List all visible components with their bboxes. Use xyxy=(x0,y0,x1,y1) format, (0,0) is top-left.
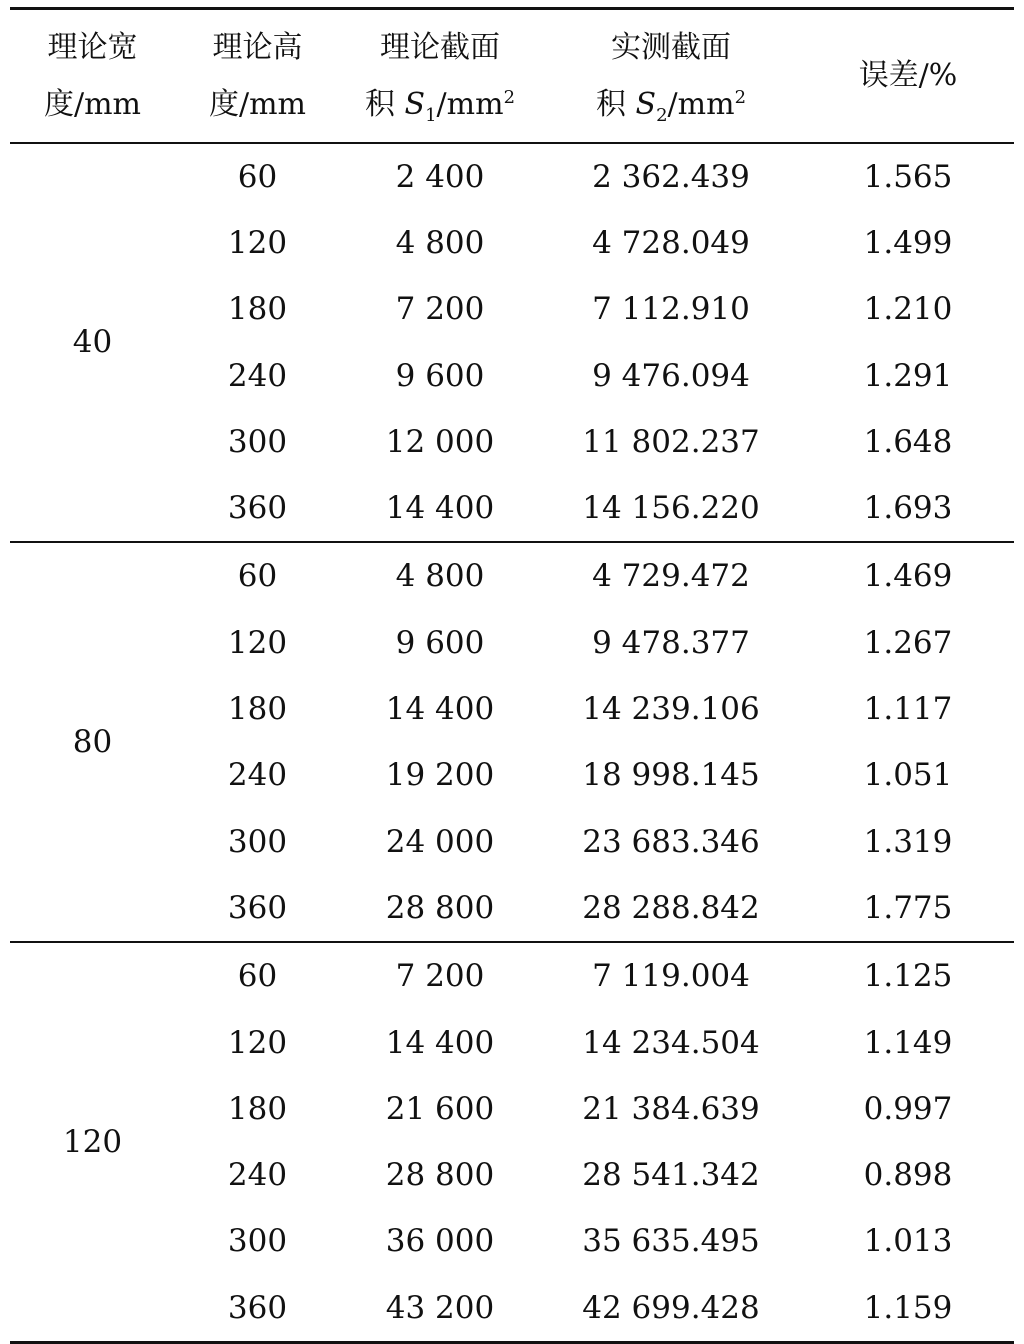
cell-width: 40 xyxy=(72,324,113,361)
row-group xyxy=(10,942,1014,1342)
cell-height: 60 xyxy=(237,558,278,595)
cell-width: 80 xyxy=(72,724,113,761)
cell-height: 120 xyxy=(227,224,288,261)
cell-height: 240 xyxy=(227,1157,288,1194)
cell-height: 180 xyxy=(227,691,288,728)
cell-height: 300 xyxy=(227,1223,288,1260)
cell-measured-area: 9 478.377 xyxy=(592,624,750,661)
cell-theoretical-area: 4 800 xyxy=(395,224,485,261)
cell-error: 1.775 xyxy=(863,889,953,926)
cell-measured-area: 14 156.220 xyxy=(582,490,760,527)
cell-theoretical-area: 12 000 xyxy=(385,423,495,460)
cell-height: 180 xyxy=(227,1090,288,1127)
table-header xyxy=(10,9,1014,143)
cell-measured-area: 21 384.639 xyxy=(582,1090,760,1127)
cell-measured-area: 28 541.342 xyxy=(582,1157,760,1194)
data-table xyxy=(10,7,1014,1344)
cell-error: 1.469 xyxy=(863,558,953,595)
row-group xyxy=(10,143,1014,543)
cell-error: 1.499 xyxy=(863,224,953,261)
cell-height: 360 xyxy=(227,889,288,926)
header-theoretical-area: 理论截面 积 $S_1/mm^2$ xyxy=(364,29,516,126)
cell-theoretical-area: 7 200 xyxy=(395,291,485,328)
table-row xyxy=(10,143,1014,210)
cell-height: 300 xyxy=(227,823,288,860)
cell-error: 1.117 xyxy=(863,691,953,728)
cell-error: 1.267 xyxy=(863,624,953,661)
cell-theoretical-area: 4 800 xyxy=(395,558,485,595)
header-measured-area: 实测截面 积 $S_2/mm^2$ xyxy=(595,29,747,126)
cell-theoretical-area: 28 800 xyxy=(385,1157,495,1194)
cell-height: 120 xyxy=(227,624,288,661)
cell-theoretical-area: 28 800 xyxy=(385,889,495,926)
cell-theoretical-area: 36 000 xyxy=(385,1223,495,1260)
cell-measured-area: 14 239.106 xyxy=(582,691,760,728)
cell-theoretical-area: 9 600 xyxy=(395,357,485,394)
cell-error: 1.565 xyxy=(863,158,953,195)
cell-error: 1.291 xyxy=(863,357,953,394)
cell-measured-area: 14 234.504 xyxy=(582,1024,760,1061)
header-width: 理论宽 度/mm xyxy=(43,29,141,122)
cell-height: 120 xyxy=(227,1024,288,1061)
cell-measured-area: 4 728.049 xyxy=(592,224,750,261)
cell-measured-area: 7 112.910 xyxy=(592,291,750,328)
cell-theoretical-area: 9 600 xyxy=(395,624,485,661)
cell-measured-area: 35 635.495 xyxy=(582,1223,760,1260)
cell-measured-area: 28 288.842 xyxy=(582,889,760,926)
cell-theoretical-area: 14 400 xyxy=(385,691,495,728)
cell-measured-area: 18 998.145 xyxy=(582,757,760,794)
header-error: 误差/% xyxy=(858,58,958,94)
cell-theoretical-area: 2 400 xyxy=(395,158,485,195)
cell-measured-area: 23 683.346 xyxy=(582,823,760,860)
cell-measured-area: 4 729.472 xyxy=(592,558,750,595)
cell-error: 1.149 xyxy=(863,1024,953,1061)
row-group xyxy=(10,542,1014,942)
cell-theoretical-area: 24 000 xyxy=(385,823,495,860)
cell-error: 1.159 xyxy=(863,1289,953,1326)
table-row xyxy=(10,542,1014,609)
cell-error: 1.051 xyxy=(863,757,953,794)
cell-measured-area: 11 802.237 xyxy=(582,423,760,460)
cell-width: 120 xyxy=(62,1123,123,1160)
cell-height: 180 xyxy=(227,291,288,328)
cell-height: 240 xyxy=(227,357,288,394)
cell-error: 1.210 xyxy=(863,291,953,328)
cell-height: 360 xyxy=(227,1289,288,1326)
cell-measured-area: 9 476.094 xyxy=(592,357,750,394)
cell-measured-area: 42 699.428 xyxy=(582,1289,760,1326)
header-height: 理论高 度/mm xyxy=(208,29,306,122)
cell-error: 0.997 xyxy=(863,1090,953,1127)
cell-theoretical-area: 43 200 xyxy=(385,1289,495,1326)
cell-error: 0.898 xyxy=(863,1157,953,1194)
cell-measured-area: 2 362.439 xyxy=(592,158,750,195)
cell-height: 60 xyxy=(237,958,278,995)
cell-measured-area: 7 119.004 xyxy=(592,958,750,995)
cell-error: 1.693 xyxy=(863,490,953,527)
cell-theoretical-area: 21 600 xyxy=(385,1090,495,1127)
cell-error: 1.013 xyxy=(863,1223,953,1260)
cell-theoretical-area: 7 200 xyxy=(395,958,485,995)
cell-height: 60 xyxy=(237,158,278,195)
cell-height: 360 xyxy=(227,490,288,527)
cell-theoretical-area: 19 200 xyxy=(385,757,495,794)
cell-error: 1.125 xyxy=(863,958,953,995)
cell-error: 1.319 xyxy=(863,823,953,860)
cell-error: 1.648 xyxy=(863,423,953,460)
cell-theoretical-area: 14 400 xyxy=(385,490,495,527)
cell-height: 240 xyxy=(227,757,288,794)
cell-theoretical-area: 14 400 xyxy=(385,1024,495,1061)
table-row xyxy=(10,942,1014,1009)
cell-height: 300 xyxy=(227,423,288,460)
